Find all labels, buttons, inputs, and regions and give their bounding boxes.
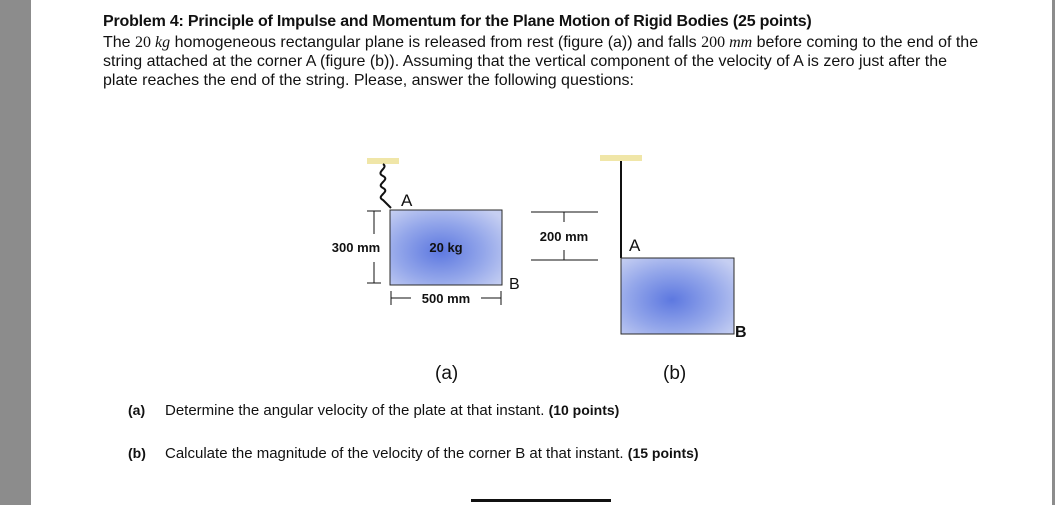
drop-dimension (531, 212, 598, 260)
mass-value: 20 (135, 34, 156, 51)
question-text: Determine the angular velocity of the plate at that instant. (165, 402, 549, 419)
width-label: 500 mm (421, 291, 471, 306)
ceiling-support (600, 155, 642, 161)
drop-value: 200 (701, 34, 730, 51)
bottom-rule (471, 499, 611, 502)
document-page (31, 0, 1052, 505)
caption-b: (b) (663, 363, 687, 384)
drop-label: 200 mm (539, 229, 589, 244)
left-margin-bar (0, 0, 31, 505)
statement-text: homogeneous rectangular plane is released from rest (figure (a)) and falls (170, 34, 702, 51)
height-label: 300 mm (331, 240, 381, 255)
statement-text: The (103, 34, 136, 51)
question-points: (10 points) (548, 402, 620, 418)
question-a (128, 402, 619, 419)
corner-a-label: A (629, 236, 641, 255)
mass-unit: kg (155, 34, 171, 51)
mass-label: 20 kg (429, 240, 463, 255)
statement-text: before coming to the end of the string attached at the corner A (figure (b)). Assuming that the vertical component of the velocity of A is zero just after the plate reaches the end of the string. Please, answer the following questions: (103, 34, 979, 89)
plate-b (621, 258, 734, 334)
question-label: (b) (128, 445, 146, 461)
corner-b-label: B (509, 276, 520, 293)
drop-unit: mm (729, 34, 753, 51)
spring-string (380, 164, 391, 208)
question-b (128, 445, 699, 462)
problem-title: Problem 4: Principle of Impulse and Momentum for the Plane Motion of Rigid Bodies (25 points) (103, 13, 812, 30)
caption-a: (a) (435, 363, 459, 384)
question-points: (15 points) (627, 445, 699, 461)
corner-b-label: B (735, 324, 747, 341)
question-text: Calculate the magnitude of the velocity of the corner B at that instant. (165, 445, 628, 462)
question-label: (a) (128, 402, 146, 418)
figure-b (600, 155, 747, 341)
corner-a-label: A (401, 191, 413, 210)
ceiling-support (367, 158, 399, 164)
figure-a (332, 158, 520, 306)
figure (31, 0, 1052, 505)
